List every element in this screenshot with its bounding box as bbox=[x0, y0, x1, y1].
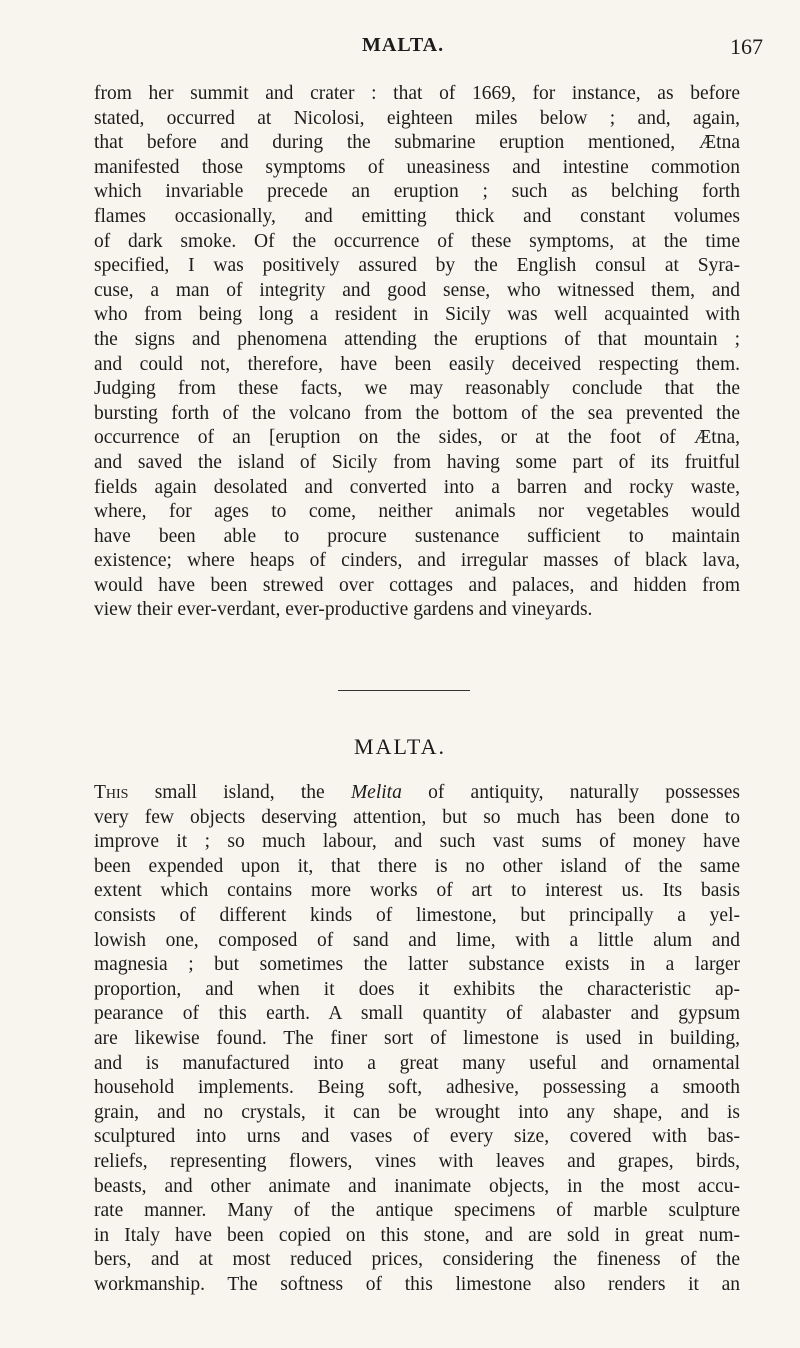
text-line: manifested those symptoms of uneasiness and intestine commotion bbox=[94, 156, 740, 178]
text-line: of dark smoke. Of the occurrence of these symptoms, at the time bbox=[94, 230, 740, 252]
text-line: that before and during the submarine eruption mentioned, Ætna bbox=[94, 132, 740, 154]
text-line: household implements. Being soft, adhesive, possessing a smooth bbox=[94, 1077, 740, 1099]
text-line: magnesia ; but sometimes the latter substance exists in a larger bbox=[94, 954, 740, 976]
running-title: MALTA. bbox=[362, 34, 445, 56]
text-line: would have been strewed over cottages and palaces, and hidden from bbox=[94, 574, 740, 596]
text-line: existence; where heaps of cinders, and irregular masses of black lava, bbox=[94, 550, 740, 572]
text-line: bers, and at most reduced prices, considering the fineness of the bbox=[94, 1249, 740, 1271]
text-line: improve it ; so much labour, and such vast sums of money have bbox=[94, 831, 740, 853]
text-fragment: of antiquity, naturally possesses bbox=[401, 782, 740, 803]
section-divider bbox=[338, 690, 470, 691]
text-line: and is manufactured into a great many useful and ornamental bbox=[94, 1052, 740, 1074]
text-line: the signs and phenomena attending the eruptions of that mountain ; bbox=[94, 328, 740, 350]
text-line: which invariable precede an eruption ; such as belching forth bbox=[94, 181, 740, 203]
text-line: specified, I was positively assured by the English consul at Syra- bbox=[94, 255, 740, 277]
text-line: workmanship. The softness of this limestone also renders it an bbox=[94, 1273, 740, 1295]
text-line: and saved the island of Sicily from having some part of its fruitful bbox=[94, 451, 740, 473]
text-line: sculptured into urns and vases of every size, covered with bas- bbox=[94, 1126, 740, 1148]
text-line: from her summit and crater : that of 1669, for instance, as before bbox=[94, 83, 740, 104]
text-line: rate manner. Many of the antique specimens of marble sculpture bbox=[94, 1200, 740, 1222]
text-line: lowish one, composed of sand and lime, with a little alum and bbox=[94, 929, 740, 951]
text-line: have been able to procure sustenance sufficient to maintain bbox=[94, 525, 740, 547]
text-line: reliefs, representing flowers, vines with leaves and grapes, birds, bbox=[94, 1150, 740, 1172]
page-number: 167 bbox=[730, 34, 763, 59]
italic-word: Melita bbox=[350, 782, 402, 803]
text-line: view their ever-verdant, ever-productive gardens and vineyards. bbox=[94, 599, 593, 621]
text-line: Judging from these facts, we may reasonably conclude that the bbox=[94, 378, 740, 400]
text-line: where, for ages to come, neither animals nor vegetables would bbox=[94, 501, 740, 523]
text-line: extent which contains more works of art to interest us. Its basis bbox=[94, 880, 740, 902]
text-line: grain, and no crystals, it can be wrought into any shape, and is bbox=[94, 1101, 740, 1123]
text-line: stated, occurred at Nicolosi, eighteen miles below ; and, again, bbox=[94, 107, 740, 129]
lead-word: This bbox=[94, 782, 129, 803]
text-line: very few objects deserving attention, but so much has been done to bbox=[94, 806, 740, 828]
text-line: are likewise found. The finer sort of limestone is used in building, bbox=[94, 1027, 740, 1049]
text-line: pearance of this earth. A small quantity of alabaster and gypsum bbox=[94, 1003, 740, 1025]
text-line: occurrence of an [eruption on the sides, or at the foot of Ætna, bbox=[94, 427, 740, 449]
text-line: proportion, and when it does it exhibits the characteristic ap- bbox=[94, 978, 740, 1000]
text-line: been expended upon it, that there is no other island of the same bbox=[94, 855, 740, 877]
section-heading: MALTA. bbox=[354, 734, 446, 759]
text-line: cuse, a man of integrity and good sense, who witnessed them, and bbox=[94, 279, 740, 301]
text-line: fields again desolated and converted into a barren and rocky waste, bbox=[94, 476, 740, 498]
text-line: in Italy have been copied on this stone, and are sold in great num- bbox=[94, 1224, 740, 1246]
text-line: flames occasionally, and emitting thick and constant volumes bbox=[94, 205, 740, 227]
text-fragment: small island, the bbox=[128, 782, 351, 803]
continuation-paragraph bbox=[94, 82, 740, 623]
first-line bbox=[94, 781, 740, 806]
text-line: who from being long a resident in Sicily was well acquainted with bbox=[94, 304, 740, 326]
running-header bbox=[0, 30, 800, 60]
text-line: bursting forth of the volcano from the bottom of the sea prevented the bbox=[94, 402, 740, 424]
text-line: beasts, and other animate and inanimate objects, in the most accu- bbox=[94, 1175, 740, 1197]
malta-paragraph bbox=[94, 781, 740, 1297]
text-line: consists of different kinds of limestone, but principally a yel- bbox=[94, 904, 740, 926]
text-line: and could not, therefore, have been easily deceived respecting them. bbox=[94, 353, 740, 375]
